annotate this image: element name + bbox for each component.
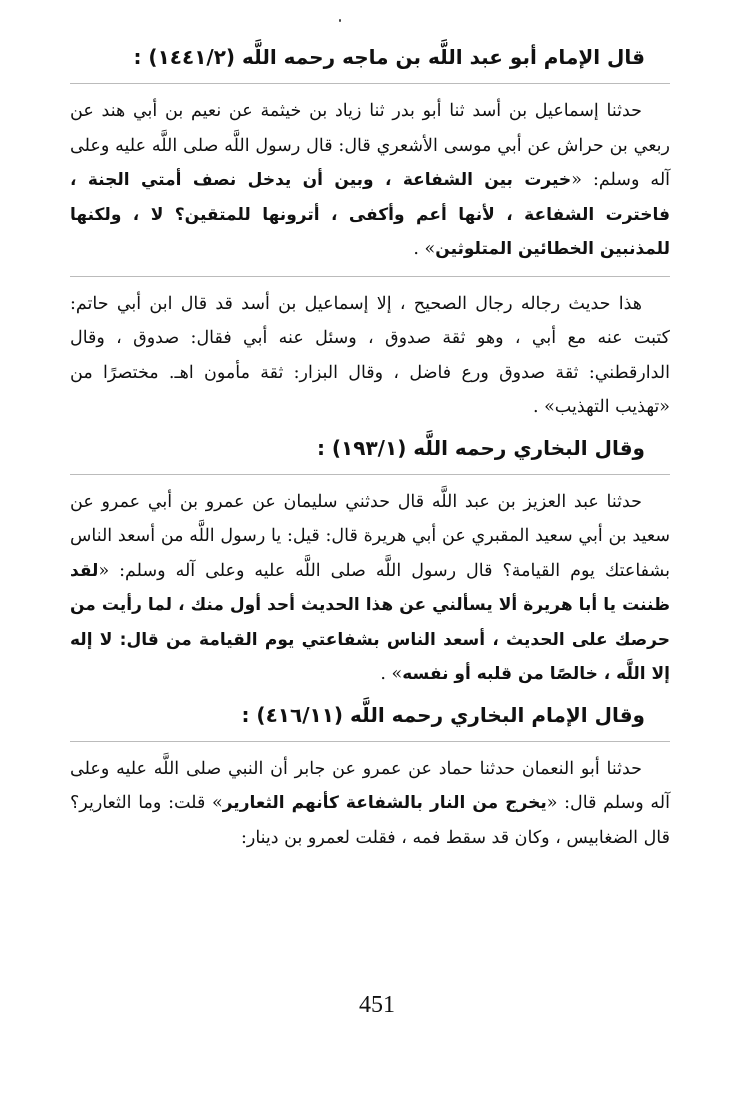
hadith-paragraph-bukhari-1 (70, 485, 670, 692)
hadith-chain-text: حدثنا إسماعيل بن أسد ثنا أبو بدر ثنا زياد بن خيثمة عن نعيم بن أبي هند عن ربعي بن حراش عن أبي موسى الأشعري قال: قال رسول اللَّه صلى اللَّه عليه وعلى آله وسلم: « (70, 101, 671, 190)
hadith-closing-text: » . (380, 664, 403, 684)
scan-speck (339, 19, 341, 22)
hadith-matn-bold: لقد ظننت يا أبا هريرة ألا يسألني عن هذا الحديث أحد أول منك ، لما رأيت من حرصك على الحديث ، أسعد الناس بشفاعتي يوم القيامة من قال: لا إله إلا اللَّه ، خالصًا من قلبه أو نفسه (70, 560, 670, 684)
book-page (70, 40, 670, 1040)
heading-divider (70, 83, 670, 84)
hadith-matn-bold: خيرت بين الشفاعة ، وبين أن يدخل نصف أمتي الجنة ، فاخترت الشفاعة ، لأنها أعم وأكفى ، أترونها للمتقين؟ لا ، ولكنها للمذنبين الخطائين المتلوثين (70, 170, 670, 259)
hadith-chain-text: حدثنا أبو النعمان حدثنا حماد عن عمرو عن جابر أن النبي صلى اللَّه عليه وعلى آله وسلم قال: « (70, 758, 670, 813)
paragraph-divider (70, 276, 670, 277)
hadith-closing-text: » قلت: وما الثعارير؟ قال الضغابيس ، وكان قد سقط فمه ، فقلت لعمرو بن دينار: (70, 793, 670, 848)
section-heading-ibn-majah: قال الإمام أبو عبد اللَّه بن ماجه رحمه اللَّه (١٤٤١/٢) : (133, 45, 645, 69)
hadith-matn-bold: يخرج من النار بالشفاعة كأنهم الثعارير (222, 793, 547, 813)
hadith-closing-text: » . (413, 239, 436, 259)
hadith-paragraph-ibn-majah (70, 94, 670, 267)
hadith-chain-text: حدثنا عبد العزيز بن عبد اللَّه قال حدثني سليمان عن عمرو بن أبي عمرو عن سعيد بن أبي سعيد المقبري عن أبي هريرة قال: قيل: يا رسول اللَّه من أسعد الناس بشفاعتك يوم القيامة؟ قال رسول اللَّه صلى اللَّه عليه وعلى آله وسلم: « (70, 491, 670, 581)
grading-paragraph: هذا حديث رجاله رجال الصحيح ، إلا إسماعيل بن أسد قد قال ابن أبي حاتم: كتبت عنه مع أبي ، وهو ثقة صدوق ، وسئل عنه أبي فقال: صدوق ، وقال الدارقطني: ثقة صدوق ورع فاضل ، وقال البزار: ثقة مأمون اهـ. مختصرًا من «تهذيب التهذيب» . (70, 293, 670, 417)
hadith-paragraph-bukhari-2 (70, 752, 670, 856)
heading-divider (70, 474, 670, 475)
heading-divider (70, 741, 670, 742)
section-heading-bukhari-2: وقال الإمام البخاري رحمه اللَّه (٤١٦/١١) : (241, 702, 645, 727)
section-heading-bukhari-1: وقال البخاري رحمه اللَّه (١٩٣/١) : (316, 435, 645, 460)
page-number: 451 (359, 992, 395, 1018)
